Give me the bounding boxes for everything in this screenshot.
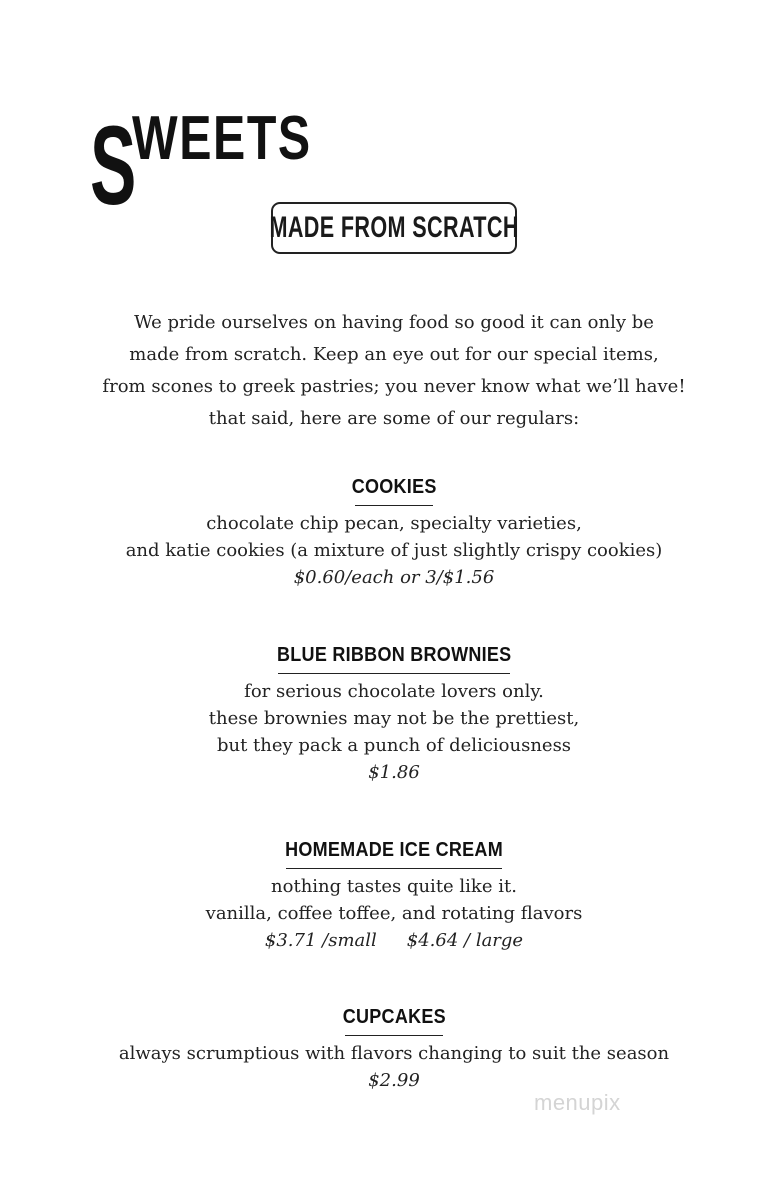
section-price: $1.86 bbox=[368, 762, 420, 783]
intro-line: from scones to greek pastries; you never know what we’ll have! bbox=[102, 376, 686, 397]
section-description: nothing tastes quite like it. vanilla, coffee toffee, and rotating flavors bbox=[205, 876, 583, 924]
heading-rule bbox=[355, 505, 433, 506]
price-small: $3.71 /small bbox=[264, 930, 377, 951]
section-heading: BLUE RIBBON BROWNIES bbox=[276, 644, 512, 666]
section-brownies bbox=[84, 642, 704, 786]
section-description: for serious chocolate lovers only. these brownies may not be the prettiest, but they pack a punch of deliciousness bbox=[208, 681, 580, 756]
intro-line: We pride ourselves on having food so good it can only be bbox=[134, 312, 654, 333]
intro-line: that said, here are some of our regulars: bbox=[208, 408, 580, 429]
price-large: $4.64 / large bbox=[406, 930, 524, 951]
title-initial: S bbox=[90, 103, 137, 228]
section-heading: HOMEMADE ICE CREAM bbox=[285, 839, 503, 861]
menupix-watermark: menupix bbox=[534, 1090, 621, 1115]
heading-rule bbox=[345, 1035, 443, 1036]
heading-rule bbox=[286, 868, 502, 869]
badge-label: MADE FROM SCRATCH bbox=[269, 211, 519, 244]
section-cookies bbox=[84, 474, 704, 591]
intro-line: made from scratch. Keep an eye out for our special items, bbox=[129, 344, 659, 365]
heading-rule bbox=[278, 673, 510, 674]
section-price: $2.99 bbox=[368, 1070, 420, 1091]
section-price: $0.60/each or 3/$1.56 bbox=[293, 567, 495, 588]
section-price bbox=[84, 927, 704, 954]
section-description: chocolate chip pecan, specialty varieties, and katie cookies (a mixture of just slightly crispy cookies) bbox=[125, 513, 663, 561]
section-heading: COOKIES bbox=[351, 476, 437, 498]
made-from-scratch-badge bbox=[271, 202, 517, 254]
section-description: always scrumptious with flavors changing to suit the season bbox=[118, 1043, 670, 1064]
section-cupcakes bbox=[84, 1004, 704, 1094]
section-ice-cream bbox=[84, 837, 704, 954]
title-rest: WEETS bbox=[132, 104, 312, 173]
intro-paragraph bbox=[84, 307, 704, 435]
section-heading: CUPCAKES bbox=[342, 1006, 446, 1028]
